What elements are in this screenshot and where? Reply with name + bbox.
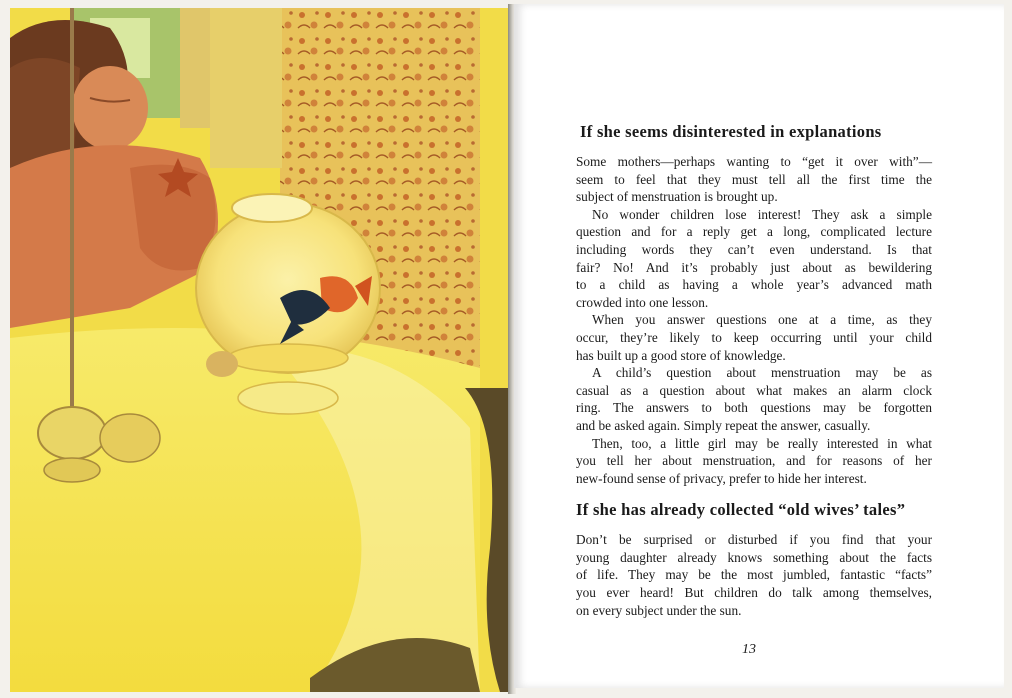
text-page	[514, 4, 1004, 688]
text-line: No wonder children lose interest! They ask a simple	[592, 206, 932, 222]
text-block	[576, 121, 932, 619]
text-line: subject of menstruation is brought up.	[576, 189, 778, 205]
paragraph	[576, 435, 932, 488]
paragraph	[576, 364, 932, 434]
text-line: Then, too, a little girl may be really interested in what	[592, 435, 932, 451]
text-line: of life. They may be the most jumbled, fantastic “facts”	[576, 567, 932, 583]
text-line: including words they can’t even understand. Is that	[576, 241, 932, 257]
section-heading-disinterested: If she seems disinterested in explanations	[580, 122, 882, 141]
paragraph	[576, 206, 932, 312]
text-line: question and for a reply get a long, complicated lecture	[576, 224, 932, 240]
text-line: fair? No! And it’s probably just about as bewildering	[576, 259, 932, 275]
text-line: Some mothers—perhaps wanting to “get it over with”—	[576, 154, 932, 169]
page-number: 13	[742, 642, 756, 657]
text-line: crowded into one lesson.	[576, 294, 709, 310]
text-line: Don’t be surprised or disturbed if you find that your	[576, 532, 932, 548]
text-line: casual as a question about what makes an alarm clock	[576, 382, 932, 398]
text-line: you tell her about menstruation, and for reasons of her	[576, 453, 932, 469]
text-line: When you answer questions one at a time, as they	[592, 312, 932, 328]
text-line: seem to feel that they must tell all the first time the	[576, 171, 932, 187]
text-line: and be asked again. Simply repeat the answer, casually.	[576, 417, 871, 433]
text-line: ring. The answers to both questions may be forgotten	[576, 400, 932, 416]
text-line: has built up a good store of knowledge.	[576, 347, 786, 363]
text-line: to a child as having a whole year’s advanced math	[576, 277, 932, 293]
text-line: on every subject under the sun.	[576, 602, 742, 618]
text-line: occur, they’re likely to keep occurring until your child	[576, 329, 932, 345]
text-line: new-found sense of privacy, prefer to hide her interest.	[576, 470, 867, 486]
illustration-girl-with-goldfish-bowl	[10, 8, 510, 692]
paragraph	[576, 531, 932, 619]
section-heading-old-wives-tales: If she has already collected “old wives’ tales”	[576, 500, 906, 520]
paragraph	[576, 311, 932, 364]
text-line: A child’s question about menstruation may be as	[592, 365, 932, 381]
illustration-page	[10, 8, 510, 692]
text-line: you ever heard! But children do talk among themselves,	[576, 585, 932, 601]
paragraph	[576, 153, 932, 206]
text-line: young daughter already knows something about the facts	[576, 549, 932, 565]
